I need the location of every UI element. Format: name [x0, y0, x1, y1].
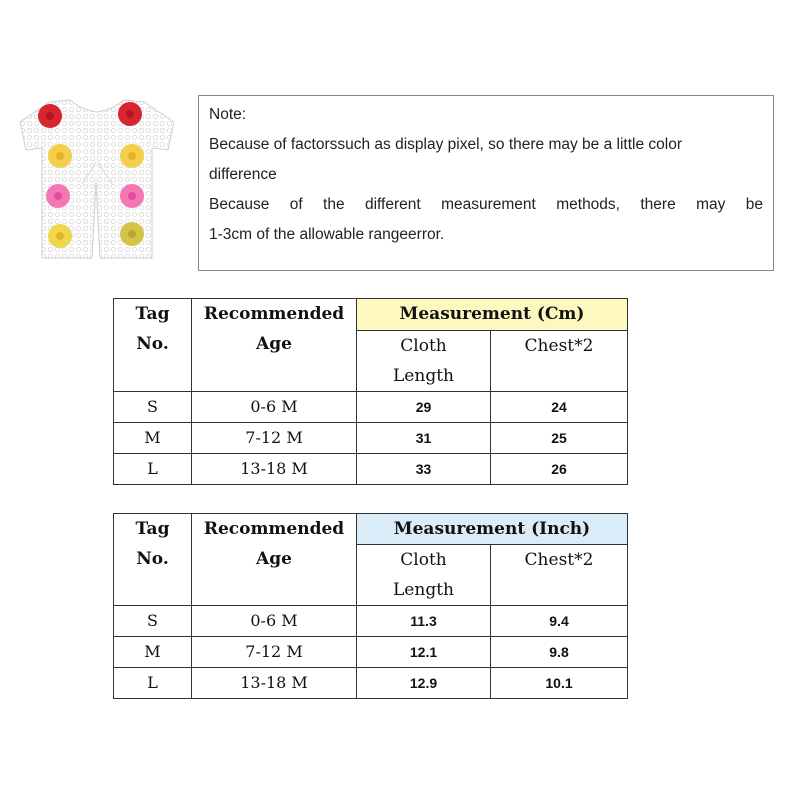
note-line-3: Because of the different measurement methods, there may be — [209, 196, 763, 213]
cell-chest: 25 — [491, 423, 628, 454]
cell-tag: S — [114, 606, 192, 637]
table-row — [114, 637, 628, 668]
header-tag: Tag No. — [114, 299, 192, 392]
header-measurement: Measurement (Cm) — [357, 299, 628, 331]
table-row — [114, 606, 628, 637]
note-line-4: 1-3cm of the allowable rangeerror. — [209, 226, 445, 243]
note-line-1: Because of factorssuch as display pixel, so there may be a little color — [209, 136, 682, 153]
flower-olive-right-icon — [120, 222, 144, 246]
cell-chest: 10.1 — [491, 668, 628, 699]
flower-red-left-icon — [38, 104, 62, 128]
cell-age: 0-6 M — [192, 606, 357, 637]
table-row — [114, 423, 628, 454]
size-table-cm — [113, 298, 628, 485]
note-box — [198, 95, 774, 271]
cell-cloth-length: 29 — [357, 392, 491, 423]
cell-age: 7-12 M — [192, 423, 357, 454]
note-line-2: difference — [209, 166, 277, 183]
table-row — [114, 392, 628, 423]
flower-red-right-icon — [118, 102, 142, 126]
cell-tag: M — [114, 423, 192, 454]
cell-age: 13-18 M — [192, 668, 357, 699]
flower-olive-left-icon — [48, 224, 72, 248]
cell-age: 7-12 M — [192, 637, 357, 668]
cell-tag: L — [114, 454, 192, 485]
cell-chest: 24 — [491, 392, 628, 423]
flower-yellow-left-icon — [48, 144, 72, 168]
cell-tag: S — [114, 392, 192, 423]
header-chest: Chest*2 — [491, 331, 628, 392]
header-age: Recommended Age — [192, 514, 357, 606]
cell-cloth-length: 31 — [357, 423, 491, 454]
flower-pink-right-icon — [120, 184, 144, 208]
header-age: Recommended Age — [192, 299, 357, 392]
table-row — [114, 668, 628, 699]
cell-chest: 9.4 — [491, 606, 628, 637]
header-tag: Tag No. — [114, 514, 192, 606]
cell-cloth-length: 12.9 — [357, 668, 491, 699]
note-heading: Note: — [209, 106, 247, 123]
header-cloth-length: Cloth Length — [357, 545, 491, 606]
header-measurement: Measurement (Inch) — [357, 514, 628, 545]
cell-tag: L — [114, 668, 192, 699]
header-chest: Chest*2 — [491, 545, 628, 606]
table-row — [114, 454, 628, 485]
product-image — [12, 92, 182, 262]
cell-tag: M — [114, 637, 192, 668]
flower-pink-left-icon — [46, 184, 70, 208]
header-cloth-length: Cloth Length — [357, 331, 491, 392]
cell-cloth-length: 12.1 — [357, 637, 491, 668]
cell-age: 13-18 M — [192, 454, 357, 485]
cell-chest: 26 — [491, 454, 628, 485]
cell-cloth-length: 33 — [357, 454, 491, 485]
size-table-inch — [113, 513, 628, 699]
flower-yellow-right-icon — [120, 144, 144, 168]
cell-age: 0-6 M — [192, 392, 357, 423]
cell-cloth-length: 11.3 — [357, 606, 491, 637]
cell-chest: 9.8 — [491, 637, 628, 668]
